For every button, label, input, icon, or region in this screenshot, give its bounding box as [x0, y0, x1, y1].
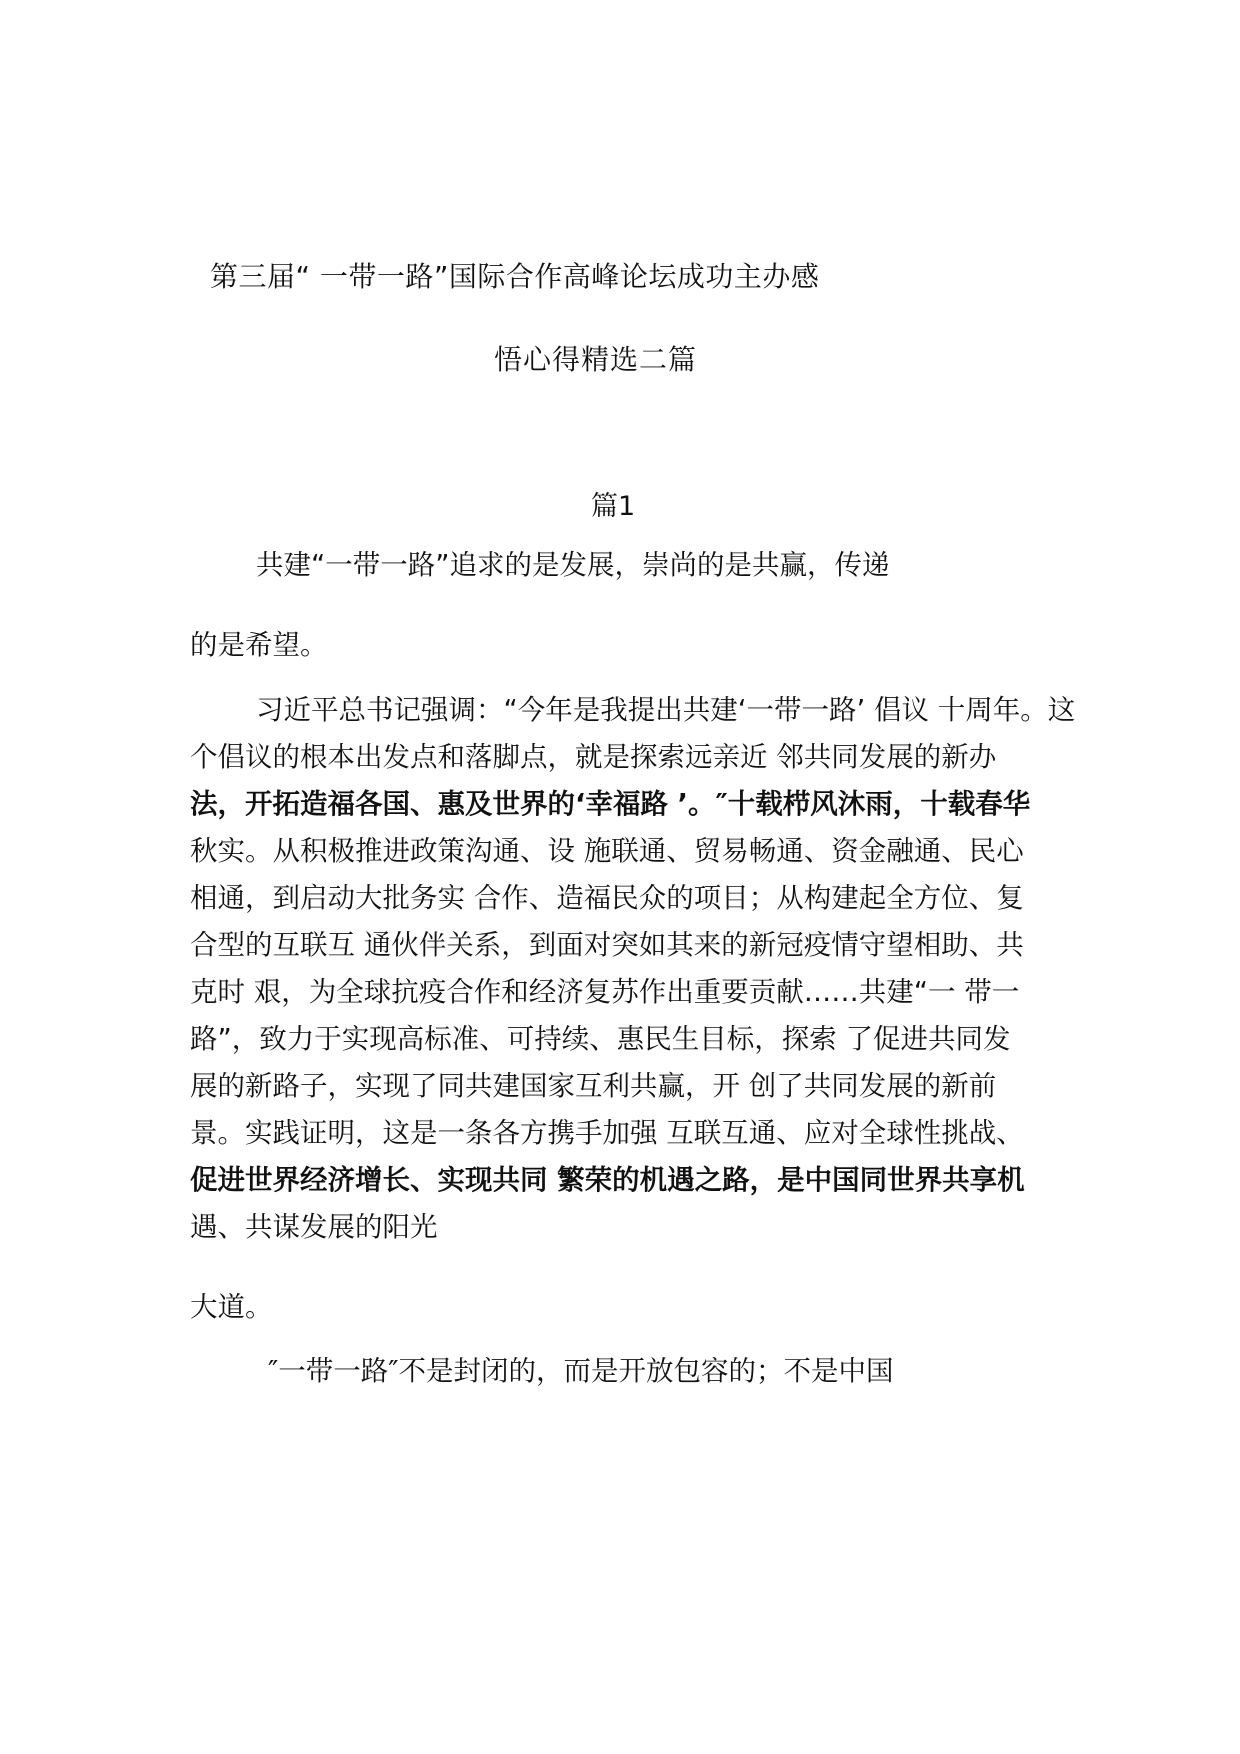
paragraph-line: 的是希望。	[190, 629, 328, 661]
paragraph-line: 法，开拓造福各国、惠及世界的‘幸福路 ’。″十载栉风沐雨，十载春华	[190, 788, 1031, 820]
document-title-line-2: 悟心得精选二篇	[494, 343, 698, 376]
paragraph-line: 克时 艰，为全球抗疫合作和经济复苏作出重要贡献……共建“一 带一	[190, 976, 1020, 1008]
paragraph-line: 路”，致力于实现高标准、可持续、惠民生目标，探索 了促进共同发	[190, 1023, 1011, 1055]
paragraph-line: ″一带一路″不是封闭的，而是开放包容的；不是中国	[268, 1355, 894, 1387]
paragraph-line: 遇、共谋发展的阳光	[190, 1211, 438, 1243]
paragraph-line: 相通，到启动大批务实 合作、造福民众的项目；从构建起全方位、复	[190, 882, 1024, 914]
paragraph-line: 个倡议的根本出发点和落脚点，就是探索远亲近 邻共同发展的新办	[190, 741, 997, 773]
paragraph-line: 景。实践证明，这是一条各方携手加强 互联互通、应对全球性挑战、	[190, 1117, 1024, 1149]
paragraph-line: 展的新路子，实现了同共建国家互利共赢，开 创了共同发展的新前	[190, 1070, 997, 1102]
paragraph-line: 共建“一带一路”追求的是发展，崇尚的是共赢，传递	[256, 549, 890, 581]
paragraph-line: 合型的互联互 通伙伴关系，到面对突如其来的新冠疫情守望相助、共	[190, 929, 1024, 961]
paragraph-line: 促进世界经济增长、实现共同 繁荣的机遇之路，是中国同世界共享机	[190, 1164, 1025, 1196]
paragraph-line: 秋实。从积极推进政策沟通、设 施联通、贸易畅通、资金融通、民心	[190, 835, 1024, 867]
section-heading: 篇1	[591, 491, 636, 522]
paragraph-line: 习近平总书记强调：“今年是我提出共建‘一带一路’ 倡议 十周年。这	[256, 694, 1076, 726]
document-title-line-1: 第三届“ 一带一路”国际合作高峰论坛成功主办感	[210, 260, 820, 293]
paragraph-line: 大道。	[190, 1291, 273, 1323]
